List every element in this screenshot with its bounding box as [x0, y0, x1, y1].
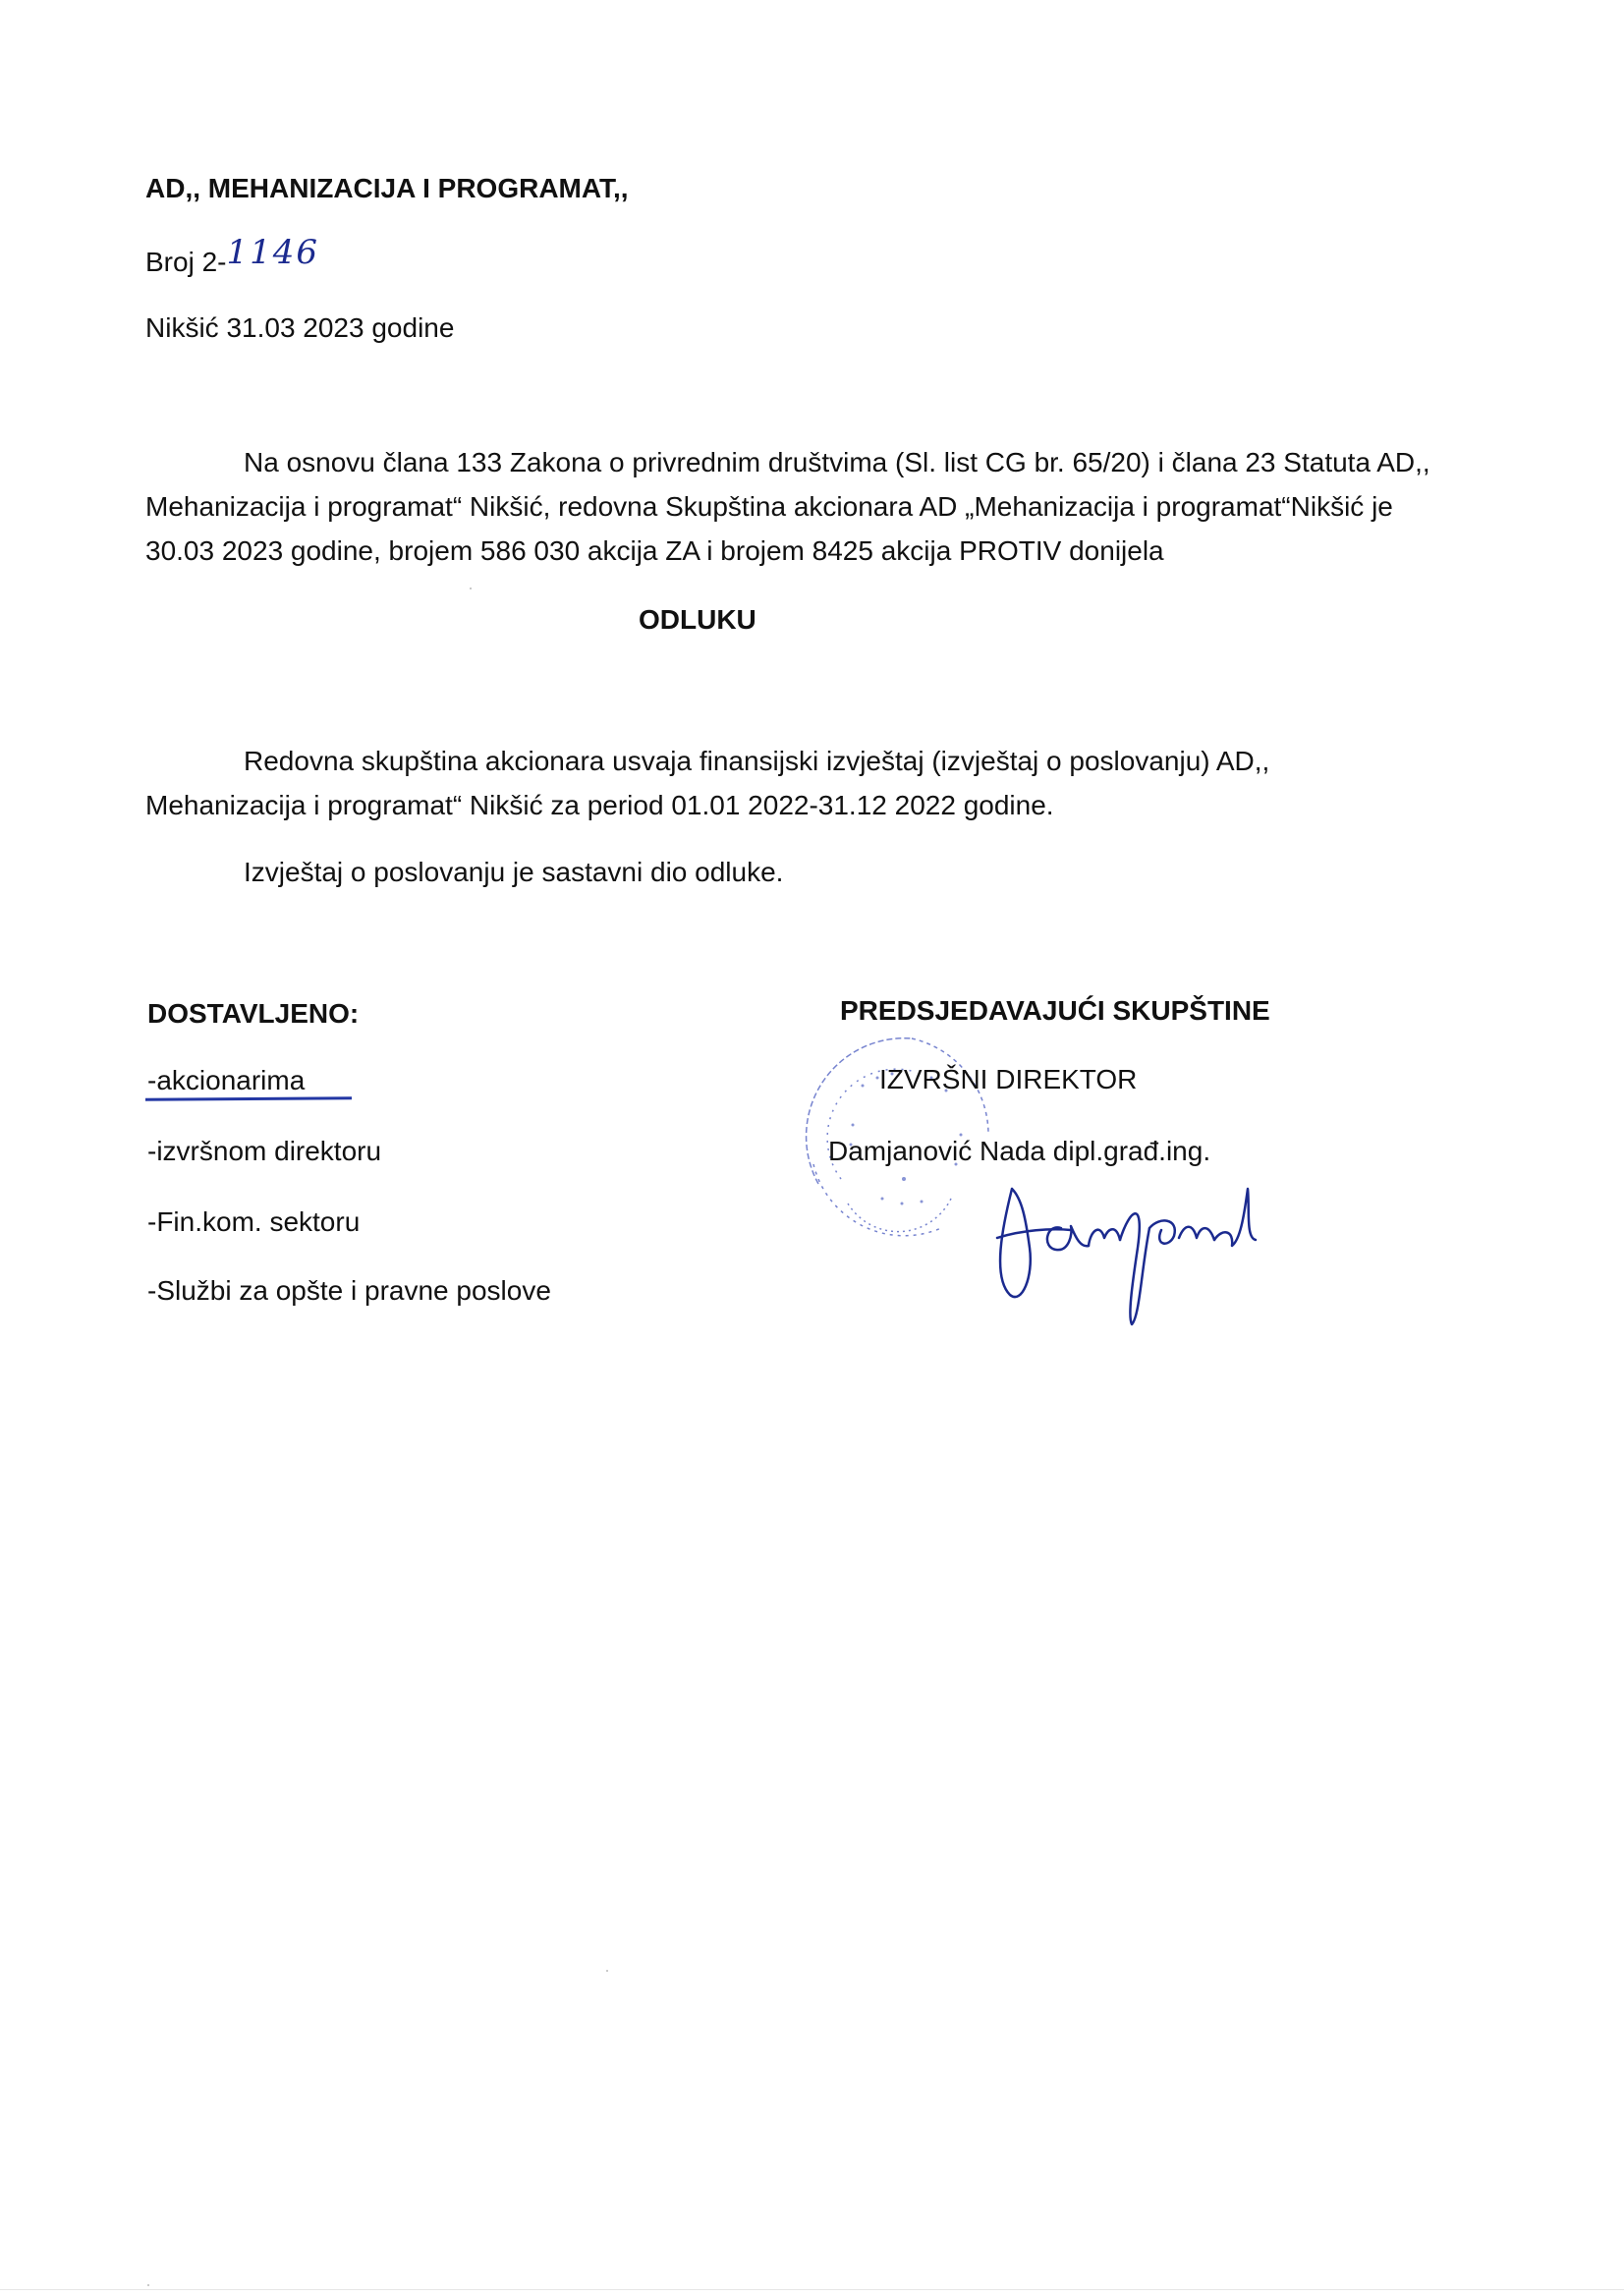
scan-speck: [470, 588, 472, 589]
document-number: [145, 233, 319, 281]
intro-line-3: 30.03 2023 godine, brojem 586 030 akcija ZA i brojem 8425 akcija PROTIV donijela: [145, 535, 1164, 566]
decision-title: ODLUKU: [639, 604, 756, 635]
recipient-item: -izvršnom direktoru: [147, 1136, 382, 1166]
number-label: Broj 2-: [145, 247, 227, 277]
handwritten-number: 1146: [226, 233, 319, 272]
document-date: Nikšić 31.03 2023 godine: [145, 312, 455, 343]
company-name: AD,, MEHANIZACIJA I PROGRAMAT,,: [145, 173, 629, 203]
body-line-3: Izvještaj o poslovanju je sastavni dio odluke.: [244, 857, 784, 887]
intro-line-1: Na osnovu člana 133 Zakona o privrednim društvima (Sl. list CG br. 65/20) i člana 23 Statuta AD,,: [244, 447, 1430, 477]
scan-speck: [147, 2284, 149, 2286]
distribution-heading: DOSTAVLJENO:: [147, 998, 360, 1029]
signatory-heading: PREDSJEDAVAJUĆI SKUPŠTINE: [840, 995, 1270, 1026]
recipient-item: -Fin.kom. sektoru: [147, 1206, 361, 1237]
body-line-1: Redovna skupština akcionara usvaja finansijski izvještaj (izvještaj o poslovanju) AD,,: [244, 746, 1270, 776]
scan-speck: [606, 1970, 608, 1972]
recipient-item: -Službi za opšte i pravne poslove: [147, 1275, 551, 1306]
body-line-2: Mehanizacija i programat“ Nikšić za period 01.01 2022-31.12 2022 godine.: [145, 790, 1054, 820]
recipient-item: -akcionarima: [147, 1065, 306, 1095]
scan-edge-line: [0, 2289, 1624, 2290]
handwritten-underline: [145, 1096, 352, 1100]
handwritten-signature: [982, 1169, 1267, 1326]
intro-line-2: Mehanizacija i programat“ Nikšić, redovna Skupština akcionara AD „Mehanizacija i programat“Nikšić je: [145, 491, 1393, 522]
signatory-name: Damjanović Nada dipl.građ.ing.: [828, 1136, 1211, 1166]
signatory-role: IZVRŠNI DIREKTOR: [879, 1064, 1138, 1094]
intro-paragraph: [145, 440, 1457, 573]
decision-body: [145, 739, 1457, 827]
